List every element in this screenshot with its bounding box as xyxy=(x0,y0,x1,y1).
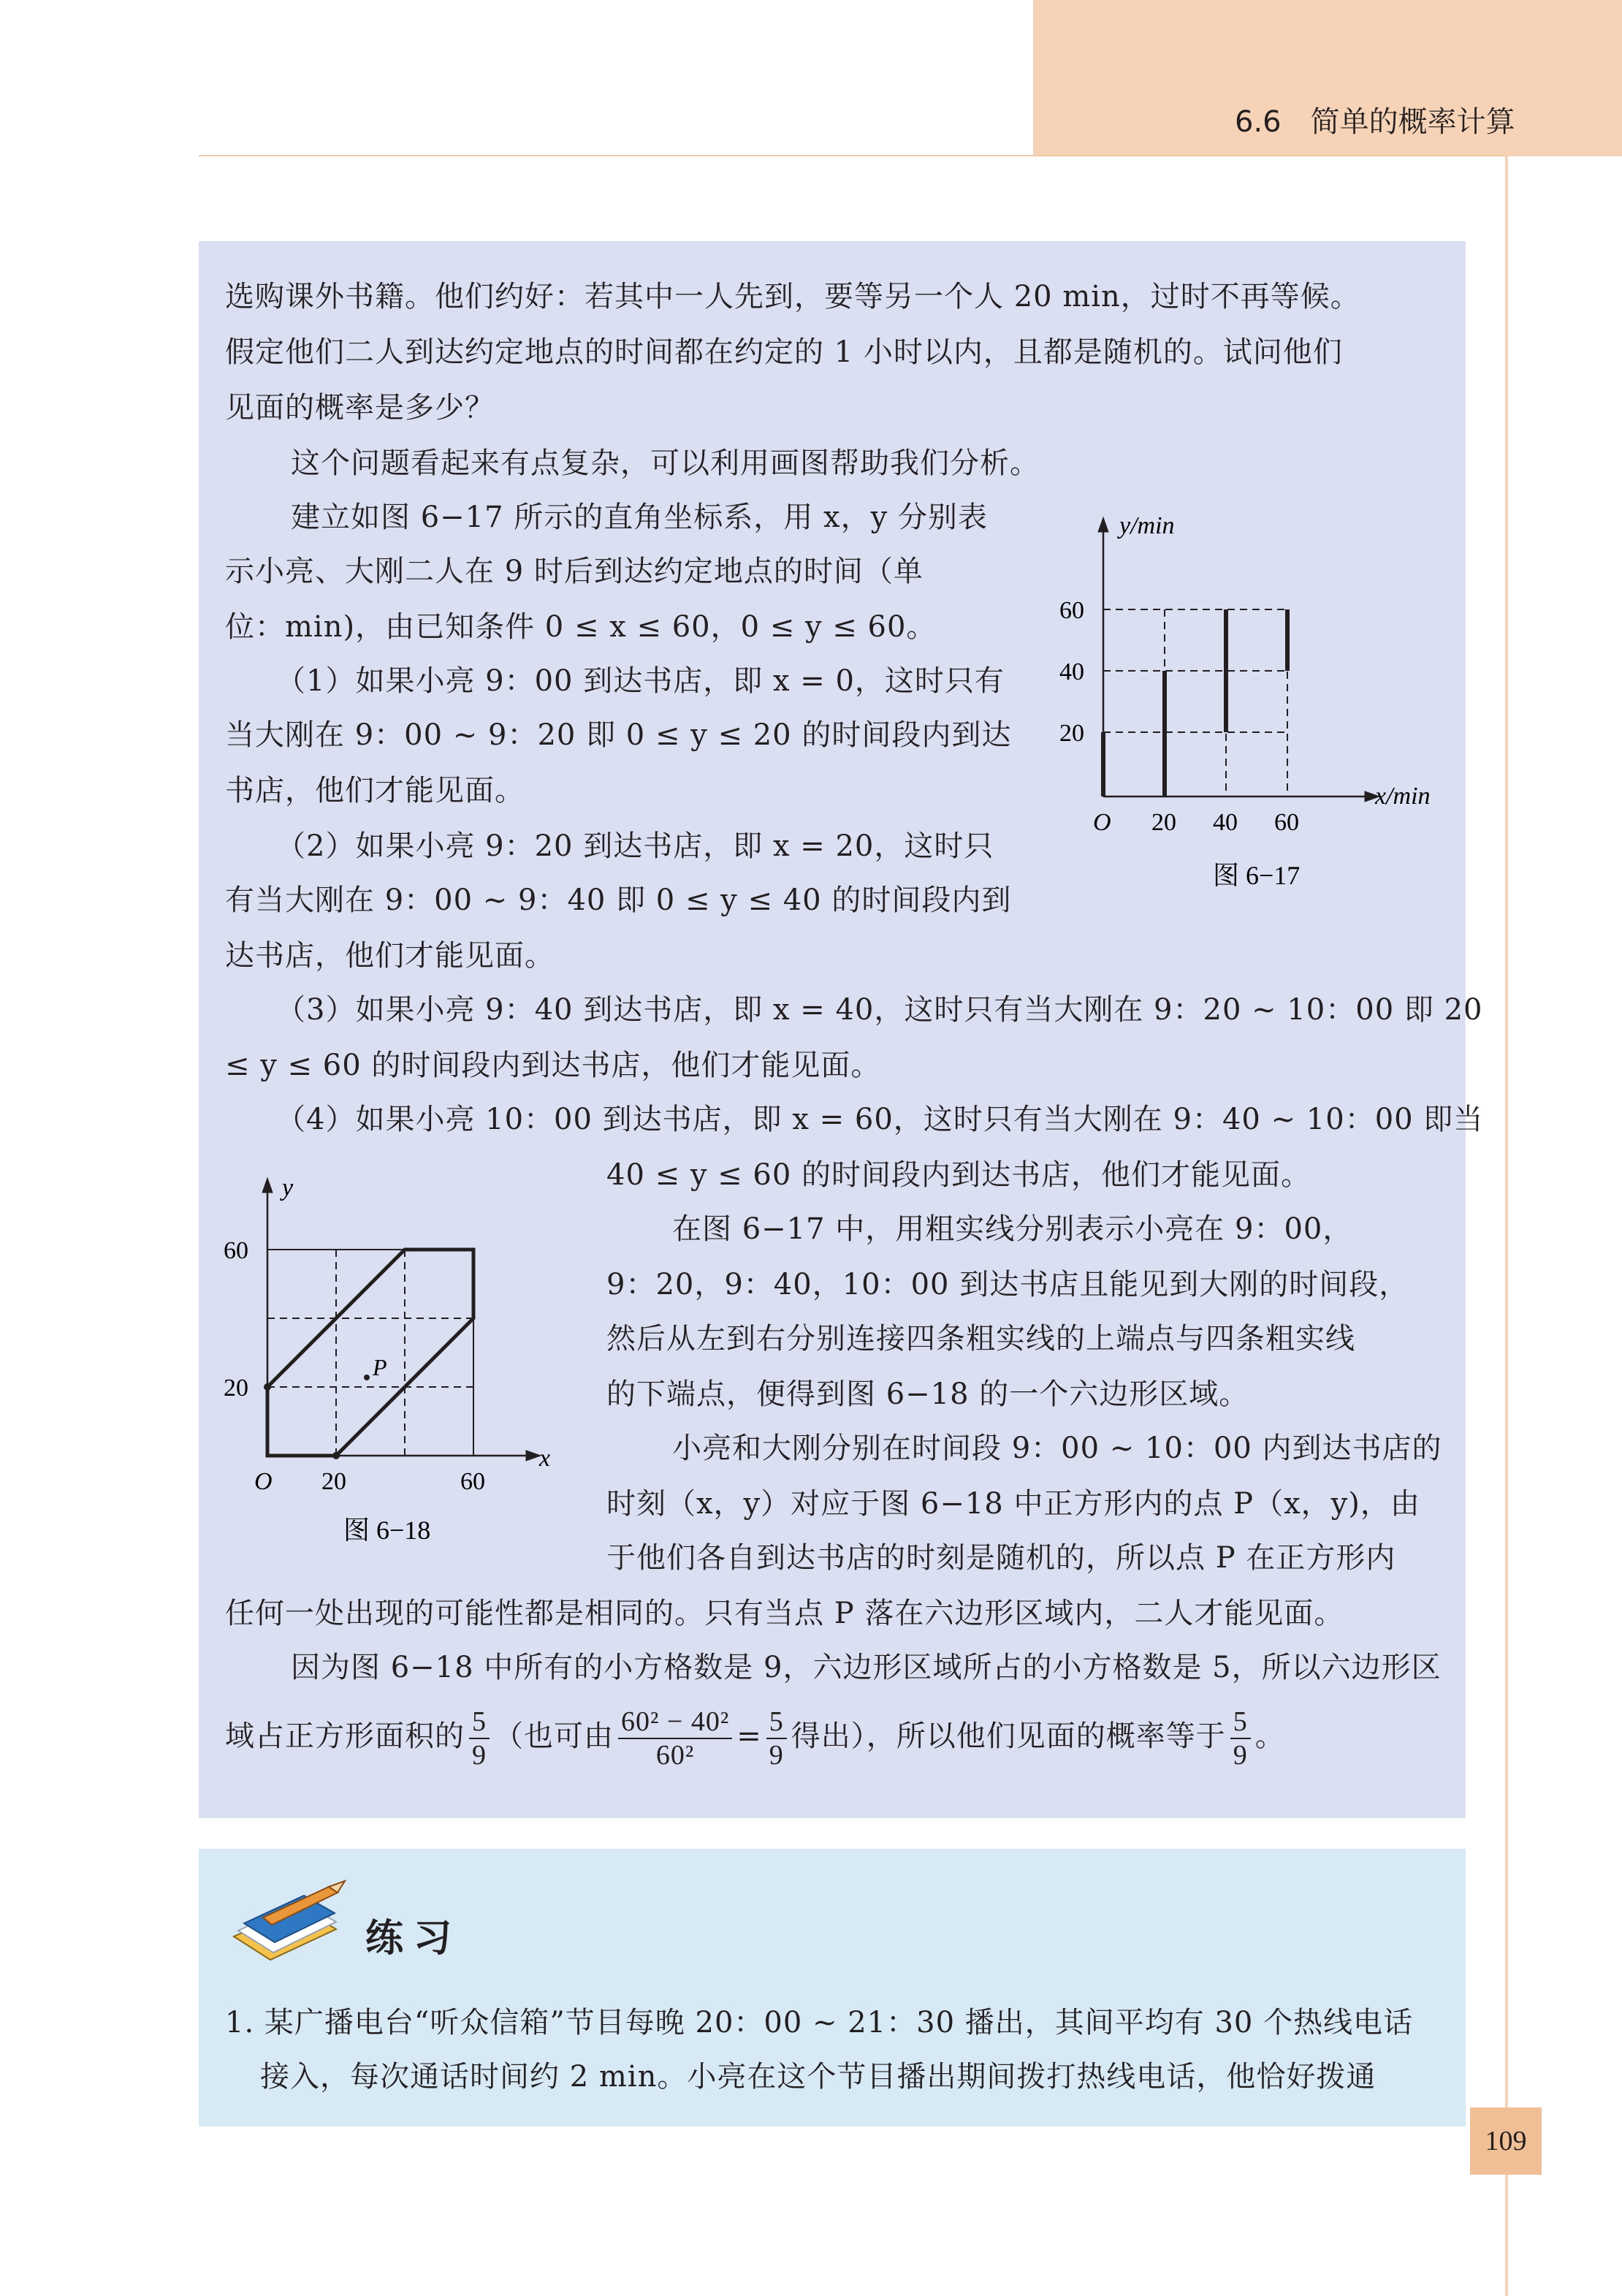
text-segment: 。 xyxy=(1254,1719,1285,1753)
text-line: 当大刚在 9：00 ~ 9：20 即 0 ≤ y ≤ 20 的时间段内到达 xyxy=(225,718,1012,752)
page-number: 109 xyxy=(1470,2107,1542,2175)
figure-caption: 图 6−17 xyxy=(1213,861,1301,890)
text-line: 于他们各自到达书店的时刻是随机的，所以点 P 在正方形内 xyxy=(606,1541,1396,1575)
fraction-5-9 xyxy=(469,1706,490,1771)
point-p xyxy=(364,1375,370,1380)
text-line: （3）如果小亮 9：40 到达书店，即 x = 40，这时只有当大刚在 9：20 ~ 10：00 即 20 xyxy=(276,993,1483,1027)
origin-label: O xyxy=(254,1468,273,1495)
text-segment: （也可由 xyxy=(494,1719,614,1753)
exercise-line: 1. 某广播电台“听众信箱”节目每晚 20：00 ~ 21：30 播出，其间平均有 30 个热线电话 xyxy=(225,2006,1414,2040)
text-line: 然后从左到右分别连接四条粗实线的上端点与四条粗实线 xyxy=(606,1322,1355,1356)
header-rule xyxy=(199,155,1507,156)
text-line: 位：min)，由已知条件 0 ≤ x ≤ 60，0 ≤ y ≤ 60。 xyxy=(225,610,937,644)
x-axis-arrow xyxy=(526,1451,541,1461)
fraction-line xyxy=(225,1700,1285,1773)
exercise-title: 练习 xyxy=(365,1917,462,1961)
vertex-dot xyxy=(332,1452,340,1459)
figure-6-17 xyxy=(1045,504,1490,913)
hexagon-region xyxy=(267,1250,473,1456)
x-axis-label: x xyxy=(539,1445,551,1472)
figure-caption: 图 6−18 xyxy=(343,1516,431,1545)
y-tick-label: 40 xyxy=(1059,658,1084,685)
fraction-denominator: 60² xyxy=(655,1740,695,1771)
text-line: 选购课外书籍。他们约好：若其中一人先到，要等另一个人 20 min，过时不再等候。 xyxy=(225,280,1360,313)
fraction-area xyxy=(618,1706,732,1771)
section-title: 6.6 简单的概率计算 xyxy=(1235,105,1515,139)
x-tick-label: 60 xyxy=(1274,809,1299,836)
fraction-5-9 xyxy=(766,1706,787,1771)
side-rule xyxy=(1505,155,1508,2296)
x-tick-label: 40 xyxy=(1213,809,1238,836)
text-line: 任何一处出现的可能性都是相同的。只有当点 P 落在六边形区域内，二人才能见面。 xyxy=(225,1597,1344,1630)
text-line: 时刻（x，y）对应于图 6−18 中正方形内的点 P（x，y)，由 xyxy=(606,1487,1420,1521)
text-segment: 得出），所以他们见面的概率等于 xyxy=(791,1719,1226,1753)
x-tick-label: 60 xyxy=(460,1468,485,1495)
text-line: 假定他们二人到达约定地点的时间都在约定的 1 小时以内，且都是随机的。试问他们 xyxy=(225,335,1343,369)
fraction-numerator: 5 xyxy=(469,1706,490,1739)
y-axis-arrow xyxy=(262,1178,273,1193)
text-line: （4）如果小亮 10：00 到达书店，即 x = 60，这时只有当大刚在 9：40 ~ 10：00 即当 xyxy=(276,1103,1484,1136)
y-axis-label: y/min xyxy=(1119,512,1175,539)
fraction-5-9 xyxy=(1230,1706,1251,1771)
exercise-line: 接入，每次通话时间约 2 min。小亮在这个节目播出期间拨打热线电话，他恰好拨通 xyxy=(260,2060,1377,2094)
fraction-numerator: 5 xyxy=(766,1706,787,1739)
text-line: 在图 6−17 中，用粗实线分别表示小亮在 9：00， xyxy=(672,1212,1353,1246)
x-tick-label: 20 xyxy=(1151,809,1176,836)
vertex-dot xyxy=(264,1383,271,1391)
x-tick-label: 20 xyxy=(321,1468,346,1495)
text-line: ≤ y ≤ 60 的时间段内到达书店，他们才能见面。 xyxy=(225,1049,881,1082)
y-axis-arrow xyxy=(1098,517,1108,532)
y-tick-label: 20 xyxy=(1059,720,1084,747)
text-line: （2）如果小亮 9：20 到达书店，即 x = 20，这时只 xyxy=(276,829,994,863)
text-line: 9：20，9：40，10：00 到达书店且能见到大刚的时间段， xyxy=(606,1268,1409,1301)
square-outline xyxy=(267,1250,473,1456)
text-line: 的下端点，便得到图 6−18 的一个六边形区域。 xyxy=(606,1377,1249,1411)
text-line: 示小亮、大刚二人在 9 时后到达约定地点的时间（单 xyxy=(225,555,924,588)
y-tick-label: 60 xyxy=(1059,597,1084,624)
text-line: 40 ≤ y ≤ 60 的时间段内到达书店，他们才能见面。 xyxy=(606,1158,1311,1192)
text-segment: 域占正方形面积的 xyxy=(225,1719,465,1753)
y-tick-label: 20 xyxy=(224,1375,248,1402)
x-axis-label: x/min xyxy=(1375,783,1431,810)
text-line: 小亮和大刚分别在时间段 9：00 ~ 10：00 内到达书店的 xyxy=(672,1432,1442,1465)
notebook-pencil-icon xyxy=(219,1878,351,1973)
fraction-numerator: 5 xyxy=(1230,1706,1251,1739)
text-line: 这个问题看起来有点复杂，可以利用画图帮助我们分析。 xyxy=(291,446,1040,480)
fraction-denominator: 9 xyxy=(1233,1740,1248,1771)
text-line: 书店，他们才能见面。 xyxy=(225,774,525,807)
fraction-denominator: 9 xyxy=(769,1740,784,1771)
origin-label: O xyxy=(1093,809,1111,836)
text-line: 建立如图 6−17 所示的直角坐标系，用 x，y 分别表 xyxy=(291,501,988,534)
y-axis-label: y xyxy=(282,1174,294,1201)
text-line: 有当大刚在 9：00 ~ 9：40 即 0 ≤ y ≤ 40 的时间段内到 xyxy=(225,883,1012,917)
fraction-numerator: 60² − 40² xyxy=(618,1706,732,1739)
text-line: 因为图 6−18 中所有的小方格数是 9，六边形区域所占的小方格数是 5，所以六边形区 xyxy=(291,1651,1442,1684)
text-line: （1）如果小亮 9：00 到达书店，即 x = 0，这时只有 xyxy=(276,664,1005,698)
equals-sign: = xyxy=(736,1719,762,1753)
point-label: P xyxy=(373,1354,387,1380)
text-line: 达书店，他们才能见面。 xyxy=(225,939,555,973)
text-line: 见面的概率是多少？ xyxy=(225,391,495,425)
y-tick-label: 60 xyxy=(224,1237,248,1264)
figure-6-18 xyxy=(212,1169,592,1564)
fraction-denominator: 9 xyxy=(472,1740,487,1771)
